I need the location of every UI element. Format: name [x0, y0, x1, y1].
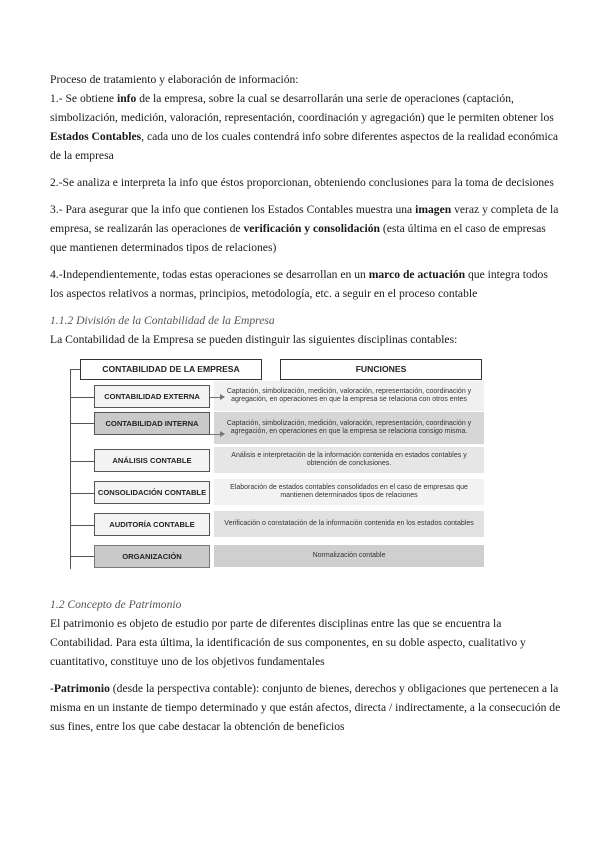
paragraph-3 — [50, 200, 562, 257]
function-text-organizacion: Normalización contable — [214, 545, 484, 567]
p1-text-e: , cada uno de los cuales contendrá info sobre diferentes aspectos de la realidad económica de la empresa — [50, 130, 559, 162]
p3-text-c: veraz y completa de la empresa, se realizarán las operaciones de — [50, 203, 559, 235]
p3-text-a: 3.- Para asegurar que la info que contienen los Estados Contables muestra una — [50, 203, 416, 216]
diagram-header-funciones: FUNCIONES — [280, 359, 482, 380]
section-heading-patrimonio: 1.2 Concepto de Patrimonio — [50, 598, 182, 611]
paragraph-6: El patrimonio es objeto de estudio por parte de diferentes disciplinas entre las que se encuentra la Contabilidad. Para esta última, la identificación de sus componentes, en su doble aspecto, cualitativo y cuantitativo, constituye uno de los objetivos fundamentales — [50, 617, 526, 668]
intro-text: Proceso de tratamiento y elaboración de información: — [50, 73, 299, 86]
disciplines-diagram — [66, 357, 506, 585]
function-text-analisis: Análisis e interpretación de la información contenida en estados contables y obtención de conclusiones. — [214, 447, 484, 473]
diagram-trunk-line — [70, 369, 71, 569]
p7-bold-patrimonio: Patrimonio — [53, 682, 110, 695]
p7-text-a: - — [50, 682, 54, 695]
function-text-externa: Captación, simbolización, medición, valoración, representación, coordinación y agregación, en operaciones en que la empresa se relaciona con otros entes — [214, 381, 484, 411]
diagram-connector — [70, 525, 94, 526]
discipline-box-consolidacion: CONSOLIDACIÓN CONTABLE — [94, 481, 210, 504]
p7-text-c: (desde la perspectiva contable): conjunto de bienes, derechos y obligaciones que pertenecen a la misma en un instante de tiempo determinado y que están afectos, directa / indirectamente, a la consecución de sus fines, entre los que cabe destacar la obtención de beneficios — [50, 682, 561, 733]
function-text-consolidacion: Elaboración de estados contables consolidados en el caso de empresas que mantienen determinados tipos de relaciones — [214, 479, 484, 505]
p4-bold-marco: marco de actuación — [368, 268, 466, 281]
p1-text-a: 1.- Se obtiene — [50, 92, 117, 105]
p4-text-c: que integra todos los aspectos relativos a normas, principios, metodología, etc. a seguir en el proceso contable — [50, 268, 548, 300]
p1-text-c: de la empresa, sobre la cual se desarrollarán una serie de operaciones (captación, simbolización, medición, valoración, representación, coordinación y agregación) que le permiten obtener los — [50, 92, 554, 124]
diagram-connector — [70, 423, 94, 424]
diagram-connector — [70, 369, 80, 370]
arrow-icon — [210, 397, 224, 398]
p3-bold-imagen: imagen — [415, 203, 452, 216]
discipline-box-analisis: ANÁLISIS CONTABLE — [94, 449, 210, 472]
p4-text-a: 4.-Independientemente, todas estas operaciones se desarrollan en un — [50, 268, 369, 281]
paragraph-7 — [50, 679, 562, 736]
diagram-header-contabilidad: CONTABILIDAD DE LA EMPRESA — [80, 359, 262, 380]
diagram-connector — [70, 556, 94, 557]
paragraph-5: La Contabilidad de la Empresa se pueden distinguir las siguientes disciplinas contables: — [50, 333, 458, 346]
p3-bold-verificacion: verificación y consolidación — [243, 222, 380, 235]
document-page — [50, 70, 562, 736]
discipline-box-externa: CONTABILIDAD EXTERNA — [94, 385, 210, 408]
diagram-connector — [70, 493, 94, 494]
p3-text-e: (esta última en el caso de empresas que mantienen determinados tipos de relaciones) — [50, 222, 546, 254]
p1-bold-estados: Estados Contables — [50, 130, 142, 143]
discipline-box-auditoria: AUDITORÍA CONTABLE — [94, 513, 210, 536]
paragraph-4 — [50, 265, 562, 303]
paragraph-2: 2.-Se analiza e interpreta la info que éstos proporcionan, obteniendo conclusiones para la toma de decisiones — [50, 176, 554, 189]
p1-bold-info: info — [116, 92, 137, 105]
function-text-auditoria: Verificación o constatación de la información contenida en los estados contables — [214, 511, 484, 537]
discipline-box-organizacion: ORGANIZACIÓN — [94, 545, 210, 568]
diagram-connector — [70, 397, 94, 398]
arrow-icon — [210, 434, 224, 435]
diagram-connector — [70, 461, 94, 462]
discipline-box-interna: CONTABILIDAD INTERNA — [94, 412, 210, 435]
section-heading-division: 1.1.2 División de la Contabilidad de la Empresa — [50, 314, 275, 327]
paragraph-1 — [50, 89, 562, 165]
function-text-interna: Captación, simbolización, medición, valoración, representación, coordinación y agregación, en operaciones en que la empresa se relaciona consigo misma. — [214, 412, 484, 444]
